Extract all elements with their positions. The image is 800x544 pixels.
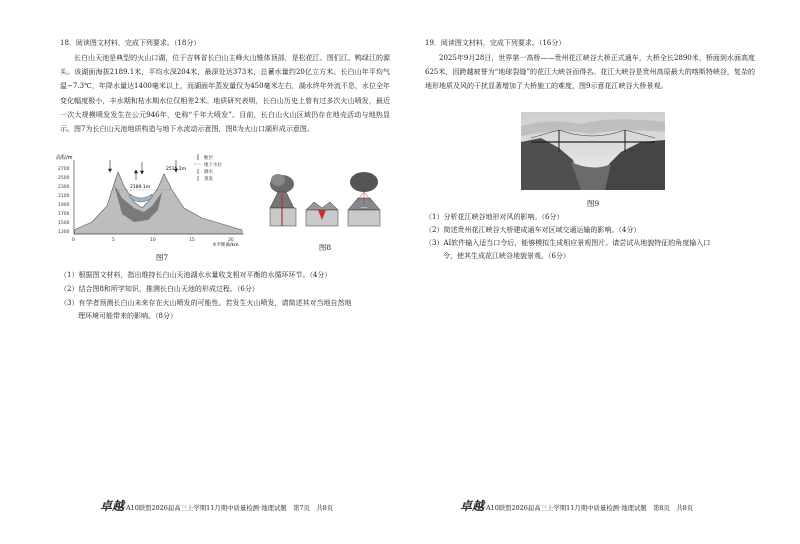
svg-text:1500: 1500 — [58, 221, 70, 226]
svg-text:降水: 降水 — [204, 170, 213, 175]
stage-collapse — [306, 202, 338, 226]
figure-7-cross-section — [52, 150, 252, 248]
q18-sub2: （2）结合图8和所学知识，推测长白山天池的形成过程。（6分） — [60, 285, 259, 293]
svg-text:地下水位: 地下水位 — [204, 163, 222, 168]
q19-header: 19．阅读图文材料，完成下列要求。（16分） — [425, 39, 566, 47]
fig7-yticks — [58, 166, 70, 235]
right-footer — [460, 497, 693, 514]
svg-text:1700: 1700 — [58, 212, 70, 217]
stage-eruption — [270, 174, 296, 226]
svg-text:蒸发: 蒸发 — [204, 177, 213, 182]
svg-text:0: 0 — [72, 238, 75, 243]
figure-9-caption: 图9 — [586, 199, 600, 208]
fig7-xlabel: 水平距离/km — [212, 243, 239, 248]
figure-8-crater-formation — [262, 168, 392, 238]
svg-text:2700: 2700 — [58, 167, 70, 172]
svg-text:20: 20 — [228, 238, 234, 243]
svg-text:15: 15 — [189, 238, 195, 243]
figure-9-bridge-photo — [521, 112, 665, 190]
fig7-legend — [194, 154, 222, 182]
brand-logo: 卓越 — [100, 499, 125, 513]
fig7-lake-label: 2189.1m — [130, 185, 151, 190]
q19-sub3-line2: 令，使其生成花江峡谷地貌景观。（6分） — [443, 252, 570, 260]
right-footer-text: ·A10联盟2026届高三上学期11月期中质量检测·地理试题 第8页 共8页 — [484, 504, 694, 512]
q18-sub3-line2: 理环境可能带来的影响。（8分） — [78, 312, 177, 320]
svg-text:2100: 2100 — [58, 194, 70, 199]
stage-lake — [348, 172, 380, 226]
q19-paragraph: 2025年9月28日，世界第一高桥——贵州花江峡谷大桥正式通车，大桥全长2890米，桥面到水面高度625米，因跨越被誉为“地球裂缝”的花江大峡谷而得名。花江大峡谷是贵州高原最大的喀斯特峡谷，复杂的地形地质及风的干扰显著增加了大桥施工的难度，图9示意花江峡谷大桥景观。 — [425, 54, 755, 91]
left-footer-text: ·A10联盟2026届高三上学期11月期中质量检测·地理试题 第7页 共8页 — [124, 504, 334, 512]
fig7-peak-label: 2515.2m — [166, 167, 187, 172]
q18-paragraph: 长白山天池是典型的火山口湖，位于吉林省长白山主峰火山锥体顶部，是松花江、图们江、鸭绿江的源头。该湖面海拔2189.1米，平均水深204米，最深处达373米，总蓄水量约20亿立方米。长白山年平均气温−7.3℃，年降水量达1400毫米以上，而湖面年蒸发量仅为450毫米左右，湖水终年外流不息，水位全年变化幅度极小，丰水期和枯水期水位仅相差2米。地质研究表明，长白山历史上曾有过多次火山喷发，最近一次大规模喷发发生在公元946年，史称“千年大喷发”。目前，长白山火山区域仍存在地壳活动与地热显示。图7为长白山天池地质构造与地下水流动示意图，图8为火山口湖形成示意图。 — [60, 54, 390, 134]
svg-text:2300: 2300 — [58, 185, 70, 190]
figure-7-caption: 图7 — [155, 253, 169, 262]
svg-text:10: 10 — [150, 238, 156, 243]
fig7-xticks — [72, 237, 234, 243]
left-footer — [100, 497, 333, 514]
svg-text:1300: 1300 — [58, 230, 70, 235]
svg-text:5: 5 — [112, 238, 115, 243]
fig7-ylabel: 高程/m — [56, 155, 73, 161]
q18-sub1: （1）根据图文材料，指出维持长白山天池湖水水量收支相对平衡的水循环环节。（4分） — [60, 271, 332, 279]
q19-sub2: （2）简述贵州花江峡谷大桥建成通车对区域交通运输的影响。（4分） — [425, 226, 641, 234]
svg-text:断层: 断层 — [204, 156, 213, 161]
svg-text:1900: 1900 — [58, 203, 70, 208]
svg-text:2500: 2500 — [58, 176, 70, 181]
q18-sub3-line1: （3）有学者预测长白山未来存在火山喷发的可能性。若发生火山喷发，请简述其对当地自然地 — [60, 299, 352, 307]
q19-sub3-line1: （3）AI软件输入适当口令后，能够模拟生成相应景观图片。请尝试从地貌特征的角度输入口 — [425, 239, 711, 247]
evap-arrows — [135, 170, 138, 180]
q19-sub1: （1）分析花江峡谷地形对风的影响。（6分） — [425, 213, 564, 221]
brand-logo: 卓越 — [460, 499, 485, 513]
figure-8-caption: 图8 — [318, 243, 332, 252]
q18-header: 18．阅读图文材料，完成下列要求。（18分） — [60, 39, 201, 47]
